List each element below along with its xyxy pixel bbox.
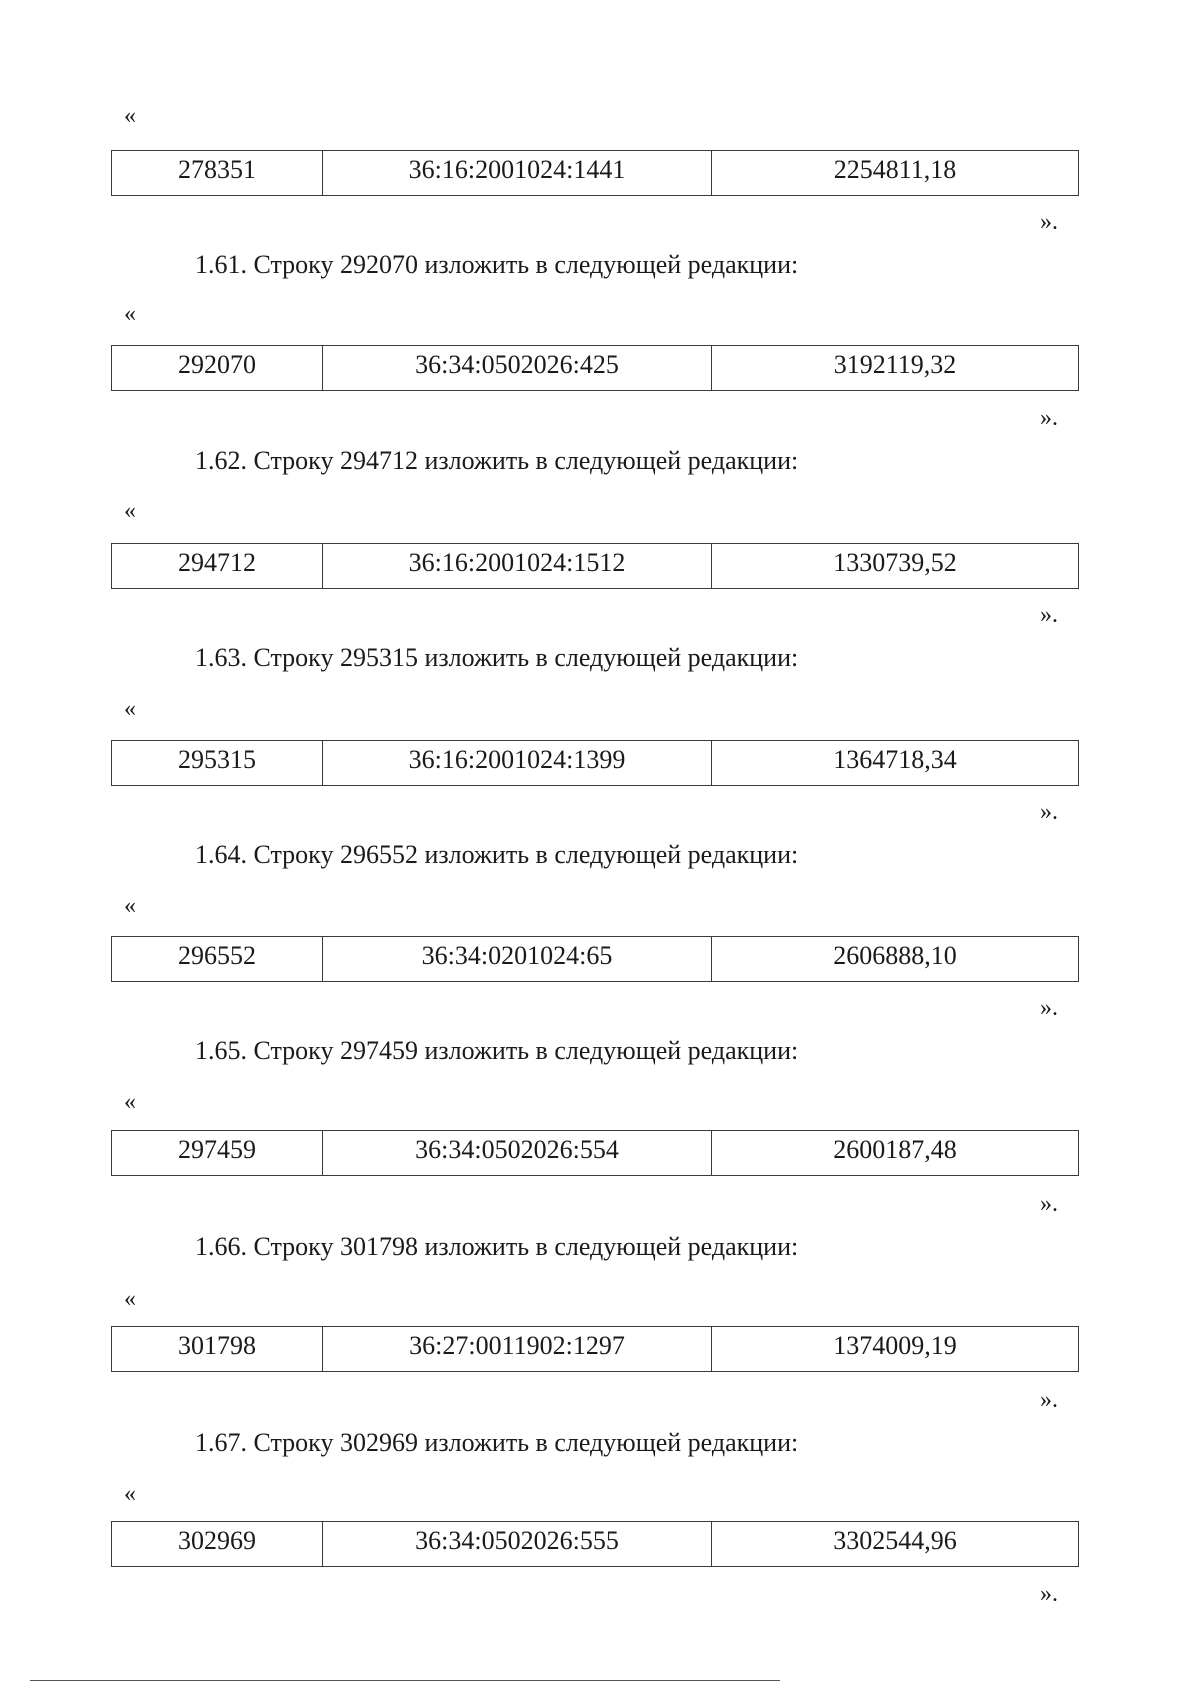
- table-row: [111, 936, 1079, 982]
- row-number-cell: 301798: [112, 1327, 323, 1371]
- cadastral-number-cell: 36:16:2001024:1512: [323, 544, 712, 588]
- close-quote: ».: [1040, 405, 1058, 431]
- cadastral-number-cell: 36:34:0502026:554: [323, 1131, 712, 1175]
- cadastral-value-cell: 2600187,48: [833, 1135, 957, 1164]
- amendment-heading: 1.65. Строку 297459 изложить в следующей редакции:: [195, 1036, 799, 1065]
- amendment-heading: 1.61. Строку 292070 изложить в следующей редакции:: [195, 250, 799, 279]
- row-number-cell: 295315: [112, 741, 323, 785]
- cadastral-number-cell: 36:34:0502026:555: [323, 1522, 712, 1566]
- open-quote: «: [124, 696, 136, 722]
- amendment-heading: 1.63. Строку 295315 изложить в следующей редакции:: [195, 643, 799, 672]
- amendment-heading: 1.67. Строку 302969 изложить в следующей редакции:: [195, 1428, 799, 1457]
- table-row: [111, 150, 1079, 196]
- table-row: [111, 1521, 1079, 1567]
- close-quote: ».: [1040, 799, 1058, 825]
- amendment-heading: 1.66. Строку 301798 изложить в следующей редакции:: [195, 1232, 799, 1261]
- cadastral-value-cell: 1330739,52: [833, 548, 957, 577]
- table-row: [111, 345, 1079, 391]
- cadastral-number-cell: 36:16:2001024:1399: [323, 741, 712, 785]
- row-number-cell: 292070: [112, 346, 323, 390]
- close-quote: ».: [1040, 1387, 1058, 1413]
- cadastral-value-cell: 1364718,34: [833, 745, 957, 774]
- open-quote: «: [124, 1286, 136, 1312]
- row-number-cell: 302969: [112, 1522, 323, 1566]
- cadastral-value-cell: 2254811,18: [833, 155, 957, 184]
- row-number-cell: 297459: [112, 1131, 323, 1175]
- open-quote: «: [124, 103, 136, 129]
- close-quote: ».: [1040, 1581, 1058, 1607]
- cadastral-value-cell: 3192119,32: [833, 350, 957, 379]
- row-number-cell: 278351: [112, 151, 323, 195]
- cadastral-number-cell: 36:27:0011902:1297: [323, 1327, 712, 1371]
- cadastral-number-cell: 36:34:0201024:65: [323, 937, 712, 981]
- open-quote: «: [124, 1089, 136, 1115]
- close-quote: ».: [1040, 602, 1058, 628]
- bottom-divider: [30, 1680, 780, 1681]
- row-number-cell: 294712: [112, 544, 323, 588]
- open-quote: «: [124, 893, 136, 919]
- cadastral-value-cell: 2606888,10: [833, 941, 957, 970]
- cadastral-value-cell: 1374009,19: [833, 1331, 957, 1360]
- close-quote: ».: [1040, 209, 1058, 235]
- cadastral-number-cell: 36:34:0502026:425: [323, 346, 712, 390]
- table-row: [111, 1326, 1079, 1372]
- table-row: [111, 740, 1079, 786]
- cadastral-number-cell: 36:16:2001024:1441: [323, 151, 712, 195]
- row-number-cell: 296552: [112, 937, 323, 981]
- open-quote: «: [124, 498, 136, 524]
- table-row: [111, 543, 1079, 589]
- amendment-heading: 1.62. Строку 294712 изложить в следующей редакции:: [195, 446, 799, 475]
- cadastral-value-cell: 3302544,96: [833, 1526, 957, 1555]
- amendment-heading: 1.64. Строку 296552 изложить в следующей редакции:: [195, 840, 799, 869]
- open-quote: «: [124, 1481, 136, 1507]
- close-quote: ».: [1040, 1191, 1058, 1217]
- close-quote: ».: [1040, 995, 1058, 1021]
- table-row: [111, 1130, 1079, 1176]
- open-quote: «: [124, 301, 136, 327]
